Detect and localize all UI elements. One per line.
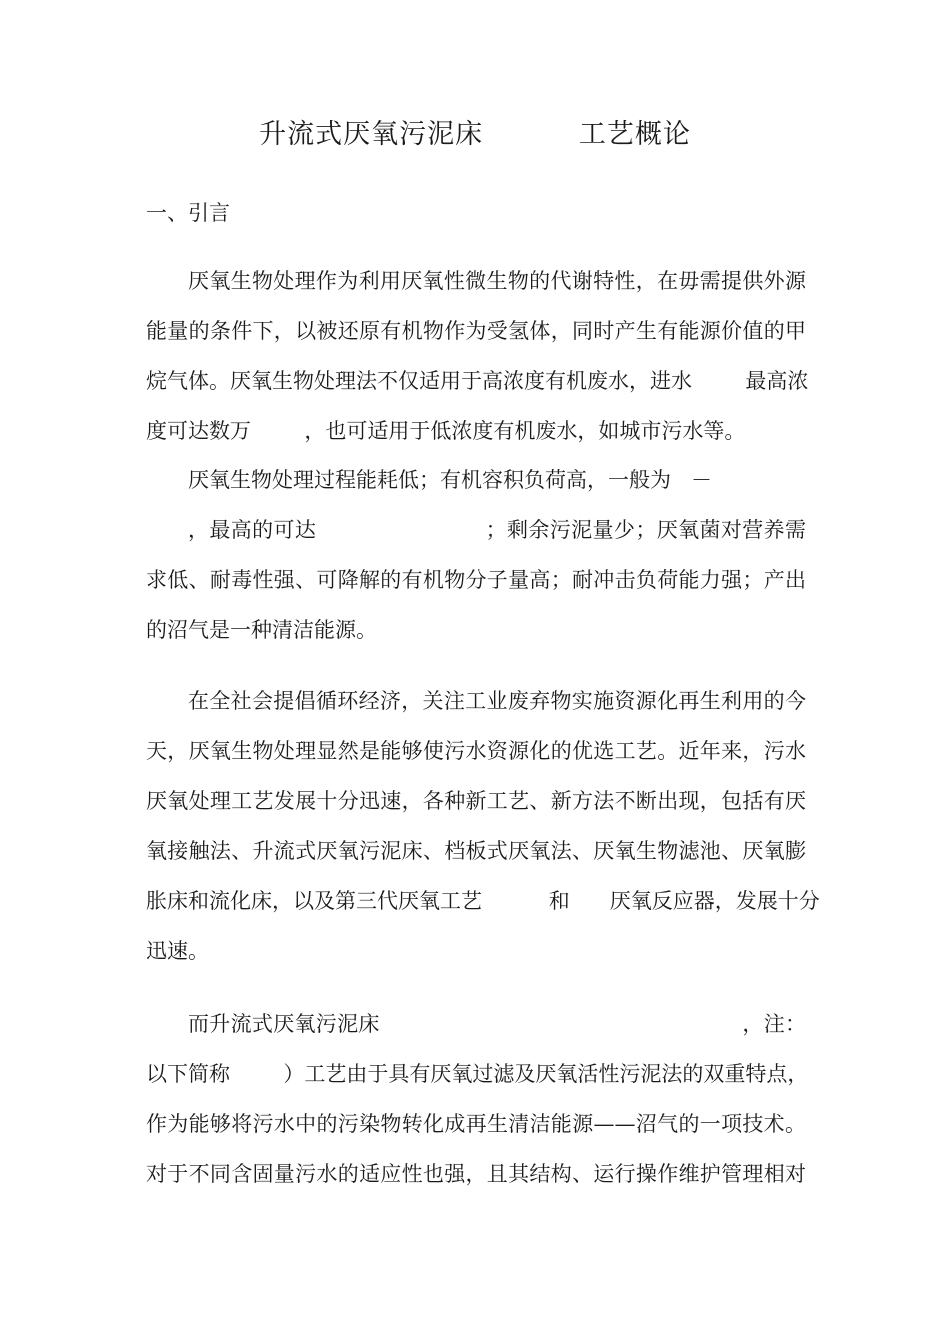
- paragraph-line: 作为能够将污水中的污染物转化成再生清洁能源——沼气的一项技术。: [146, 1112, 806, 1136]
- paragraph-line: 胀床和流化床，以及第三代厌氧工艺 和 厌氧反应器，发展十分: [146, 889, 820, 913]
- paragraph-line: ，最高的可达 ；剩余污泥量少；厌氧菌对营养需: [188, 518, 806, 542]
- paragraph-line: 度可达数万 ，也可适用于低浓度有机废水，如城市污水等。: [146, 419, 746, 443]
- paragraph-line: 对于不同含固量污水的适应性也强，且其结构、运行操作维护管理相对: [146, 1162, 806, 1186]
- paragraph-line: 求低、耐毒性强、可降解的有机物分子量高；耐冲击负荷能力强；产出: [146, 568, 806, 592]
- paragraph-line: 烷气体。厌氧生物处理法不仅适用于高浓度有机废水，进水 最高浓: [146, 369, 809, 393]
- paragraph-line: 厌氧处理工艺发展十分迅速，各种新工艺、新方法不断出现，包括有厌: [146, 789, 806, 813]
- section-heading: 一、引言: [146, 201, 230, 225]
- paragraph-line: 迅速。: [146, 939, 209, 963]
- paragraph-line: 厌氧生物处理过程能耗低；有机容积负荷高，一般为 －: [188, 468, 713, 492]
- paragraph-line: 而升流式厌氧污泥床 ，注：: [188, 1012, 806, 1036]
- paragraph-line: 以下简称 ）工艺由于具有厌氧过滤及厌氧活性污泥法的双重特点，: [146, 1062, 809, 1086]
- paragraph-line: 厌氧生物处理作为利用厌氧性微生物的代谢特性，在毋需提供外源: [188, 269, 806, 293]
- paragraph-line: 氧接触法、升流式厌氧污泥床、档板式厌氧法、厌氧生物滤池、厌氧膨: [146, 839, 806, 863]
- paragraph-line: 天，厌氧生物处理显然是能够使污水资源化的优选工艺。近年来，污水: [146, 739, 806, 763]
- paragraph-line: 能量的条件下，以被还原有机物作为受氢体，同时产生有能源价值的甲: [146, 319, 806, 343]
- paragraph-line: 在全社会提倡循环经济，关注工业废弃物实施资源化再生利用的今: [188, 689, 806, 713]
- paragraph-line: 的沼气是一种清洁能源。: [146, 618, 377, 642]
- document-title: 升流式厌氧污泥床 工艺概论: [259, 119, 691, 150]
